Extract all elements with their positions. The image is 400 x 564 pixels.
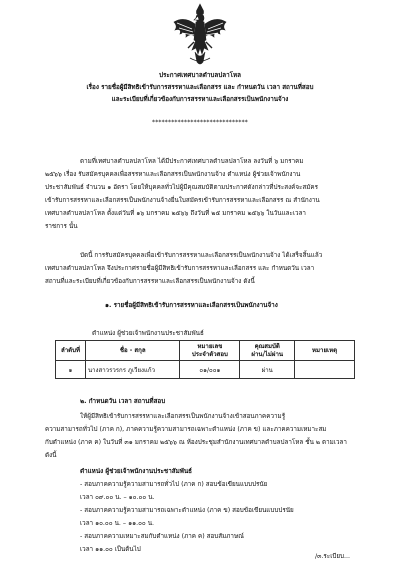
table-cell: ๑ — [56, 361, 86, 379]
schedule-item: - สอบภาคความรู้ความสามารถทั่วไป (ภาค ก) สอบข้อเขียนแบบปรนัย — [80, 481, 268, 488]
para2-line-2: เทศบาลตำบลปลาโหล จึงประกาศรายชื่อผู้มีสิทธิเข้ารับการสรรหาและเลือกสรร และ กำหนดวัน เวลา — [45, 265, 315, 272]
para3-line-4: ดังนี้ — [45, 452, 57, 459]
para2-line-3: สถานที่และระเบียบที่เกี่ยวข้องกับการสรรหาและเลือกสรรเป็นพนักงานจ้าง ดังนี้ — [45, 278, 255, 285]
subject-line-1: เรื่อง รายชื่อผู้มีสิทธิเข้ารับการสรรหาและเลือกสรร และ กำหนดวัน เวลา สถานที่สอบ — [86, 84, 314, 91]
position-label: ตำแหน่ง ผู้ช่วยเจ้าพนักงานประชาสัมพันธ์ — [92, 330, 204, 337]
subject-line-2: และระเบียบที่เกี่ยวข้องกับการสรรหาและเลือกสรรเป็นพนักงานจ้าง — [111, 96, 289, 103]
para3-line-3: กับตำแหน่ง (ภาค ค) ในวันที่ ๓๑ มกราคม ๒๕๖๖ ณ ห้องประชุมสำนักงานเทศบาลตำบลปลาโหล ชั้น ๒ ตามเวลา — [45, 439, 347, 446]
para1-line-5: เทศบาลตำบลปลาโหล ตั้งแต่วันที่ ๑๖ มกราคม ๒๕๖๖ ถึงวันที่ ๒๕ มกราคม ๒๕๖๖ ในวันและเวลา — [45, 210, 306, 217]
schedule-time: เวลา ๐๙.๐๐ น. – ๑๐.๐๐ น. — [80, 494, 155, 501]
table-header-cell: ลำดับที่ — [56, 341, 86, 361]
continued-marker: /๓.ระเบียบ... — [315, 553, 351, 560]
table-cell: นางสาวรวรกร ภูเวียงแก้ว — [85, 361, 180, 379]
schedule-item: - สอบภาคความเหมาะสมกับตำแหน่ง (ภาค ค) สอบสัมภาษณ์ — [80, 533, 244, 540]
para3-line-2: ความสามารถทั่วไป (ภาค ก), ภาคความรู้ความสามารถเฉพาะตำแหน่ง (ภาค ข) และภาคความเหมาะสม — [45, 426, 327, 433]
table-row — [56, 361, 355, 379]
para1-line-1: ตามที่เทศบาลตำบลปลาโหล ได้มีประกาศเทศบาลตำบลปลาโหล ลงวันที่ ๖ มกราคม — [80, 158, 304, 165]
para3-line-1: ให้ผู้มีสิทธิเข้ารับการสรรหาและเลือกสรรเป็นพนักงานจ้างเข้าสอบภาคความรู้ — [80, 413, 286, 420]
table-header-cell: หมายเหตุ — [295, 341, 355, 361]
schedule-time: เวลา ๑๑.๐๐ เป็นต้นไป — [80, 546, 141, 553]
para1-line-2: ๒๕๖๖ เรื่อง รับสมัครบุคคลเพื่อสรรหาและเลือกสรรเป็นพนักงานจ้าง ตำแหน่ง ผู้ช่วยเจ้าพนักงาน — [45, 171, 301, 178]
table-cell — [295, 361, 355, 379]
candidate-table — [55, 340, 355, 379]
garuda-emblem-icon — [170, 2, 230, 68]
section1-heading: ๑. รายชื่อผู้มีสิทธิเข้ารับการสรรหาและเลือกสรรเป็นพนักงานจ้าง — [105, 302, 278, 309]
para2-line-1: บัดนี้ การรับสมัครบุคคลเพื่อเข้ารับการสรรหาและเลือกสรรเป็นพนักงานจ้าง ได้เสร็จสิ้นแล้ว — [80, 252, 323, 259]
table-header-cell: หมายเลข ประจำตัวสอบ — [180, 341, 240, 361]
table-header-row — [56, 341, 355, 361]
table-header-cell: ชื่อ - สกุล — [85, 341, 180, 361]
schedule-time: เวลา ๑๐.๐๐ น. – ๑๑.๐๐ น. — [80, 520, 155, 527]
table-cell: ผ่าน — [240, 361, 295, 379]
separator: ****************************** — [152, 119, 248, 126]
schedule-heading: ตำแหน่ง ผู้ช่วยเจ้าพนักงานประชาสัมพันธ์ — [80, 468, 193, 475]
para1-line-4: เข้ารับการสรรหาและเลือกสรรเป็นพนักงานจ้างยื่นใบสมัครเข้ารับการสรรหาและเลือกสรร ณ สำนักงาน — [45, 197, 320, 204]
para1-line-6: ราชการ นั้น — [45, 223, 78, 230]
table-cell: ๐๑/๐๐๑ — [180, 361, 240, 379]
para1-line-3: ประชาสัมพันธ์ จำนวน ๑ อัตรา โดยให้บุคคลทั่วไปผู้มีคุณสมบัติตามประกาศดังกล่าวที่ประสงค์จะสมัคร — [45, 184, 319, 191]
table-header-cell: คุณสมบัติ ผ่าน/ไม่ผ่าน — [240, 341, 295, 361]
schedule-item: - สอบภาคความรู้ความสามารถเฉพาะตำแหน่ง (ภาค ข) สอบข้อเขียนแบบปรนัย — [80, 507, 294, 514]
section2-heading: ๒. กำหนดวัน เวลา สถานที่สอบ — [80, 398, 166, 405]
announcement-title: ประกาศเทศบาลตำบลปลาโหล — [158, 72, 242, 79]
